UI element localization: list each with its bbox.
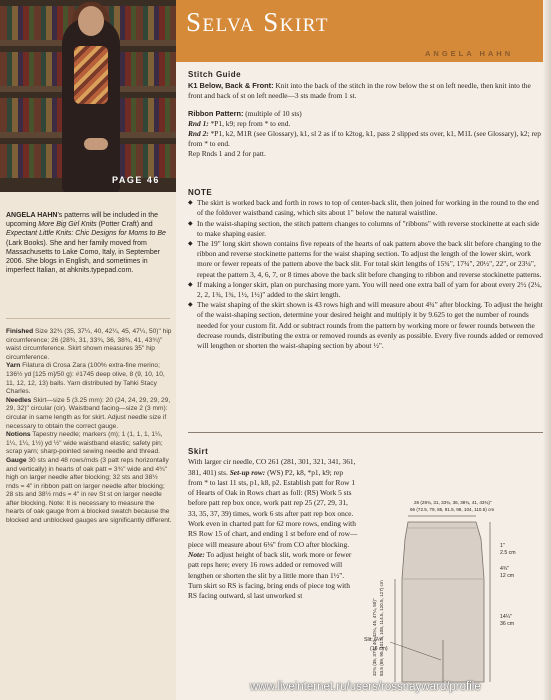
divider (6, 318, 170, 319)
ribbon-rnd-2: Rnd 2: *P1, k2, M1R (see Glossary), k1, sl 2 as if to k2tog, k1, pass 2 slipped sts over, k1, M1L (see Glossary), k2; rep from * to end. (188, 129, 541, 149)
page-label: PAGE 46 (112, 175, 160, 185)
skirt-schematic (364, 470, 544, 700)
skirt-instructions (188, 447, 358, 601)
note-item: ◆ If making a longer skirt, plan on purchasing more yarn. You will need one extra ball of yarn for about every 2½ (2¼, 2, 2, 1¾, 1¾, 1½, 1½)" added to the skirt length. (188, 280, 543, 300)
waist-measure-label: 26 (28¾, 31, 33¾, 36, 38¾, 41, 43¾)" (414, 500, 492, 505)
waist-shaping-height: 4¾" (500, 566, 510, 572)
designer-bio: ANGELA HAHN's patterns will be included in the upcoming More Big Girl Knits (Potter Craft) and Expectant Little Knits: Chic Designs for Moms to Be (Lark Books). She and her family moved from Massachusetts to Lake Como, Italy, in September 2006. She blogs in English, and sometimes in imperfect Italian, at ahknits.typepad.com. (6, 212, 166, 275)
stitch-guide-heading: Stitch Guide (188, 70, 242, 79)
slit-label: Slit: 6¼" (364, 637, 384, 643)
skirt-body: With larger cir needle, CO 261 (281, 301, 321, 341, 361, 381, 401) sts. Set-up row: (WS) P2, k8, *p1, k9; rep from * to last 11 sts, p1, k8, p2. Establish patt for Row 1 of Hearts of Oak in Rows chart as foll: (RS) Work 5 sts before patt rep box once, work patt rep 25 (27, 29, 31, 33, 35, 37, 39) times, work 6 sts after patt rep box once. Work even in charted patt for 62 more rows, ending with RS Row 15 of chart, and ending 1 st before end of row—piece will measure about 6⅛" from CO after blocking. Note: To adjust height of back slit, work more or fewer patt reps here; every 16 rows added or removed will lengthen or shorten the slit by a little more than 1½". Turn skirt so RS is facing, bring ends of piece tog with RS facing outward, sl last unworked st (188, 457, 358, 601)
ribbon-rnd-1: Rnd 1: *P1, k9; rep from * to end. (188, 118, 291, 128)
watermark: www.liveinternet.ru/users/rossnayward/profile (250, 681, 481, 693)
notes-section (188, 188, 543, 351)
note-item: ◆ In the waist-shaping section, the stitch pattern changes to columns of "ribbons" with reverse stockinette at each side to make shaping easier. (188, 219, 543, 239)
note-item: ◆ The waist shaping of the skirt shown is 43 rows high and will measure about 4¾" after blocking. To adjust the height of the waist-shaping section, determine your desired height and multiply it by 9.625 to get the number of rounds needed for your custom fit. Add or subtract rounds from the pattern by working more or fewer rounds between the decrease rounds, distributing the extra or removed rounds as evenly as possible. Every five rounds added or removed will lengthen or shorten the waist-shaping section by about ½". (188, 300, 543, 351)
spec-needles: Needles Skirt—size 5 (3.25 mm): 20 (24, 24, 29, 29, 29, 29, 32)" circular (cir). Waistband facing—size 2 (3 mm): circular in same length as for skirt. Adjust needle size if necessary to obtain the correct gauge. (6, 396, 171, 430)
spec-notions: Notions Tapestry needle; markers (m); 1 (1, 1, 1, 1¼, 1¼, 1¼, 1½) yd ½" wide waistband elastic; safety pin; scrap yarn; sharp-pointed sewing needle and thread. (6, 431, 163, 456)
author-name: ANGELA HAHN (425, 49, 514, 58)
skirt-length-cm: 36 cm (500, 621, 515, 627)
ribbon-repeat: Rep Rnds 1 and 2 for patt. (188, 149, 266, 159)
section-divider (188, 432, 543, 433)
page-edge (543, 0, 551, 700)
stitch-guide (188, 70, 543, 160)
bio-name: ANGELA HAHN (6, 212, 58, 219)
waistband-height: 1" (500, 543, 505, 549)
spec-yarn: Yarn Filatura di Crosa Zara (100% extra-fine merino; 136½ yd [125 m]/50 g): #1745 deep olive, 8 (9, 10, 10, 11, 12, 12, 13) balls. Yarn distributed by Tahki Stacy Charles. (6, 362, 165, 396)
designer-photo (0, 0, 176, 192)
pattern-specs (6, 328, 172, 526)
spec-finished-size: Finished Size 32¾ (35, 37¼, 40, 42¼, 45, 47¼, 50)" hip circumference; 26 (28¾, 31, 33¾, 36, 38¾, 41, 43¾)" waist circumference. Skirt shown measures 35" hip circumference. (6, 328, 172, 361)
skirt-heading: Skirt (188, 447, 209, 456)
note-item: ◆ The 19" long skirt shown contains five repeats of the hearts of oak pattern above the back slit before changing to the ribbon and reverse stockinette patterns for the waist shaping section. To adjust the length of the lower skirt, work more or fewer repeats of the pattern above the back slit. For total skirt lengths of 15¾", 17¾", 20½", 22", or 23¼", repeat the pattern 3, 4, 6, 7, or 8 times above the back slit before changing to ribbon and reverse stockinette patterns. (188, 239, 543, 280)
page-title: Selva Skirt (186, 7, 329, 37)
skirt-length: 14¼" (500, 614, 512, 620)
hip-measure-label: 32¾ (35, 37¼, 40, 42¼, 45, 47¼, 50)" (372, 598, 377, 676)
waist-measure-cm: 66 (72.5, 79, 85, 91.5, 98, 104, 110.5) cm (410, 507, 495, 512)
waistband-height-cm: 2.5 cm (500, 550, 516, 556)
hip-measure-cm: 83.5 (89, 95, 101.5, 108, 114.5, 120.5, 127) cm (379, 580, 384, 676)
waist-shaping-height-cm: 12 cm (500, 573, 515, 579)
note-heading: NOTE (188, 188, 213, 197)
k1below-instruction: K1 Below, Back & Front: Knit into the back of the stitch in the row below the st on left needle, then knit into the front and back of st on left needle—3 sts made from 1 st. (188, 81, 531, 101)
ribbon-pattern: Ribbon Pattern: (multiple of 10 sts) (188, 108, 302, 118)
slit-label-cm: (16 cm) (370, 646, 388, 652)
spec-gauge: Gauge 30 sts and 48 rows/rnds (3 patt reps horizontally and vertically) in hearts of oak patt = 3¾" wide and 4¾" high on larger needle after blocking; 32 sts and 38½ rnds = 4" in ribbon patt on larger needle after blocking; 28 sts and 38½ rnds = 4" in rev St st on larger needle after blocking. Note: It is necessary to measure the hearts of oak gauge from a blocked swatch because the blocked and unblocked gauges are significantly different. (6, 456, 172, 525)
note-item: ◆ The skirt is worked back and forth in rows to top of center-back slit, then joined for working in the round to the end of the foldover waistband casing, which sits about 1" below the natural waistline. (188, 198, 543, 218)
